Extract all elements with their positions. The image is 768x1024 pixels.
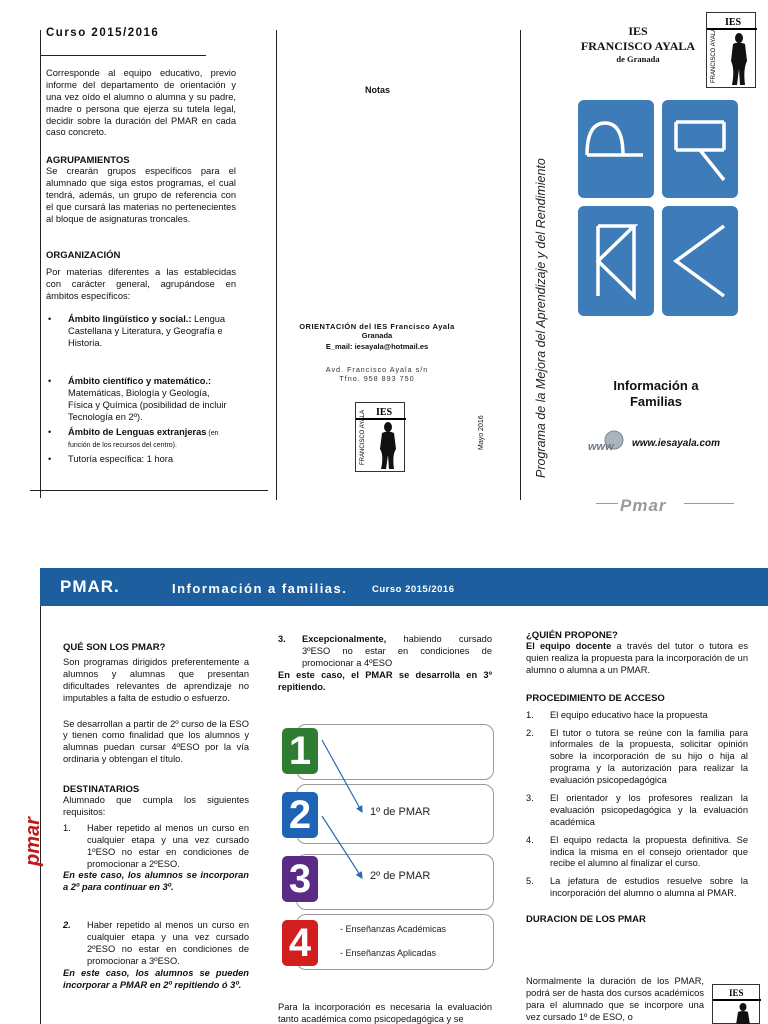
organizacion-text: Por materias diferentes a las establecidas con carácter general, agrupándose en ámbitos específicos: — [46, 266, 236, 301]
fold-line-2 — [520, 30, 521, 500]
requirements-list-2 — [63, 920, 249, 968]
ies-logo-bottom — [712, 984, 760, 1024]
ies-name-line3: de Granada — [616, 54, 660, 64]
duracion-title: DURACION DE LOS PMAR — [526, 914, 646, 926]
agrupamientos-text: Se crearán grupos específicos para el alumnado que siga estos programas, el cual tendrá, además, un grupo de referencia con el que cursará las materias no pertenecientes al bloque de asignaturas troncales. — [46, 166, 236, 224]
procedimiento-item: 2. El tutor o tutora se reúne con la familia para informales de la propuesta, solicitar opinión sobre la incorporación de su hijo o hija al programa y la autorización para realizar la evaluación psicopedagógica — [526, 727, 748, 786]
ambito-item: • Tutoría específica: 1 hora — [46, 454, 236, 466]
strip-pmar: PMAR. — [60, 577, 120, 596]
brand-rule — [596, 503, 618, 504]
bottom-col-3 — [526, 630, 748, 925]
diagram-label-3b: - Enseñanzas Aplicadas — [340, 948, 437, 958]
ies-logo — [706, 12, 756, 88]
quien-title: ¿QUIÉN PROPONE? — [526, 630, 618, 641]
orientacion-line: ORIENTACIÓN del IES Francisco Ayala — [299, 322, 455, 331]
duracion-text: Normalmente la duración de los PMAR, podrá ser de hasta dos cursos académicos para el alumnado que se incorpore una vez cursado 1º de ESO, o — [526, 976, 704, 1022]
requirement-3-note: En este caso, el PMAR se desarrolla en 3º repitiendo. — [278, 669, 492, 692]
requirements-list-3 — [278, 634, 492, 670]
notas-heading: Notas — [365, 85, 391, 95]
procedimiento-item: 3. El orientador y los profesores realizan la evaluación psicopedagógica y la evaluación académica — [526, 793, 748, 827]
header-strip — [40, 568, 768, 606]
website-link[interactable]: www.iesayala.com — [632, 438, 721, 449]
fold-line-1 — [276, 30, 277, 500]
ies-header — [568, 24, 708, 64]
ambito-item: • Ámbito lingüístico y social.: Lengua Castellana y Literatura, y Geografía e Historia. — [46, 314, 236, 350]
top-left-column — [46, 68, 236, 469]
bottom-left-margin-line — [40, 606, 41, 1024]
ambito-item: • Ámbito de Lenguas extranjeras (en función de los recursos del centro). — [46, 427, 236, 451]
requirements-list — [63, 823, 249, 871]
incorporacion-text: Para la incorporación es necesaria la evaluación tanto académica como psicopedagógica y se — [278, 1002, 492, 1024]
email-line[interactable]: E_mail: iesayala@hotmail.es — [325, 342, 429, 351]
address-line: Avd. Francisco Ayala s/n — [325, 365, 429, 374]
side-pmar-brand: pmar — [22, 817, 44, 866]
procedimiento-item: 1. El equipo educativo hace la propuesta — [526, 709, 708, 720]
requirement-2-note: En este caso, los alumnos se pueden incorporar a PMAR en 2º repitiendo ó 3º. — [63, 967, 249, 990]
svg-text:IES: IES — [729, 988, 744, 998]
date-vertical: Mayo 2016 — [478, 415, 485, 450]
diagram-number-4: 4 — [282, 920, 318, 966]
contact-block — [282, 322, 472, 383]
top-left-margin-line — [40, 30, 41, 498]
diagram-arrows — [278, 718, 500, 980]
info-familias-title: Información a Familias — [613, 378, 699, 409]
svg-text:www: www — [588, 441, 614, 453]
ies-figure-icon — [356, 403, 406, 473]
ies-name-line1: IES — [628, 24, 648, 38]
bottom-col-1 — [63, 642, 249, 992]
diagram-label-1: 1º de PMAR — [370, 806, 431, 818]
destinatarios-title: DESTINATARIOS — [63, 784, 140, 796]
ies-name-line2: FRANCISCO AYALA — [580, 39, 696, 53]
brand-rule-right — [684, 503, 734, 504]
ies-logo-small — [355, 402, 405, 472]
agrupamientos-title: AGRUPAMIENTOS — [46, 155, 130, 167]
pmar-letter-m — [578, 206, 654, 316]
diagram-number-2: 2 — [282, 792, 318, 838]
strip-info: Información a familias. — [172, 581, 348, 596]
svg-text:FRANCISCO AYALA: FRANCISCO AYALA — [360, 409, 366, 465]
granada-line: Granada — [361, 331, 393, 340]
strip-curso: Curso 2015/2016 — [372, 584, 455, 595]
requirement-1-note: En este caso, los alumnos se incorporan a 2º para continuar en 3º. — [63, 870, 249, 893]
diagram-number-3: 3 — [282, 856, 318, 902]
requirement-item: 2. Haber repetido al menos un curso en cualquier etapa y una vez cursado 2ºESO no estar en condiciones de promocionar a 3ºESO. — [63, 920, 249, 966]
procedimiento-list — [526, 710, 748, 900]
duration-paragraph: Corresponde al equipo educativo, previo informe del departamento de orientación y una vez oído el alumno o alumna y su padre, madre o persona que ejerza su tutela legal, decidir sobre la duración del PMAR en cada caso concreto. — [46, 68, 236, 138]
pmar-letter-a — [662, 100, 738, 198]
pmar-brand-logo: Pmar — [620, 496, 667, 515]
quien-text: El equipo docente a través del tutor o tutora es quien realiza la propuesta para la incorporación de un alumno o alumna a un PMAR. — [526, 641, 748, 675]
ies-figure-icon — [713, 985, 761, 1024]
svg-text:FRANCISCO AYALA: FRANCISCO AYALA — [711, 27, 717, 83]
phone-line: Tfno. 958 893 750 — [339, 374, 415, 383]
pmar-letter-r — [662, 206, 738, 316]
vertical-program-title: Programa de la Mejora del Aprendizaje y del Rendimiento — [534, 158, 548, 478]
pmar-letter-p — [578, 100, 654, 198]
top-bottom-rule — [30, 490, 268, 491]
pmar-diagram — [278, 718, 500, 980]
organizacion-title: ORGANIZACIÓN — [46, 249, 121, 261]
procedimiento-title: PROCEDIMIENTO DE ACCESO — [526, 692, 665, 704]
bottom-col-2 — [278, 634, 492, 693]
requirement-item: 3. Excepcionalmente, habiendo cursado 3ºESO no estar en condiciones de promocionar a 4ºESO — [278, 634, 492, 668]
diagram-label-2: 2º de PMAR — [370, 870, 431, 882]
requirement-item: 1. Haber repetido al menos un curso en cualquier etapa y una vez cursado 1ºESO no estar en condiciones de promocionar a 2ºESO. — [63, 822, 249, 869]
diagram-label-3a: - Enseñanzas Académicas — [340, 924, 447, 934]
ies-figure-icon — [707, 13, 757, 89]
diagram-number-1: 1 — [282, 728, 318, 774]
www-globe-icon — [588, 430, 628, 454]
curso-label: Curso 2015/2016 — [46, 27, 160, 39]
ambito-item: • Ámbito científico y matemático.: Matemáticas, Biología y Geología, Física y Química (posibilidad de incluir Tecnología en 2º). — [46, 376, 236, 424]
top-curso-rule — [40, 55, 206, 56]
procedimiento-item: 5. La jefatura de estudios resuelve sobre la incorporación del alumno o alumna al PMAR. — [526, 876, 748, 899]
procedimiento-item: 4. El equipo redacta la propuesta definitiva. Se indica la misma en el consejo orientador que recibe el alumno al finalizar el curso. — [526, 834, 748, 869]
que-title: QUÉ SON LOS PMAR? — [63, 642, 166, 653]
que-text: Son programas dirigidos preferentemente a alumnos y alumnas que presentan dificultades relevantes de aprendizaje no imputables a falta de estudio o esfuerzo. — [63, 657, 249, 703]
que-text-2: Se desarrollan a partir de 2º curso de la ESO y tienen como finalidad que los alumnos y alumnas puedan cursar 4ºESO por la vía ordinaria y obtengan el título. — [63, 718, 249, 765]
svg-text:IES: IES — [376, 407, 393, 418]
svg-text:IES: IES — [725, 17, 742, 28]
destinatarios-text: Alumnado que cumpla los siguientes requisitos: — [63, 795, 249, 818]
ambitos-list — [46, 314, 236, 465]
